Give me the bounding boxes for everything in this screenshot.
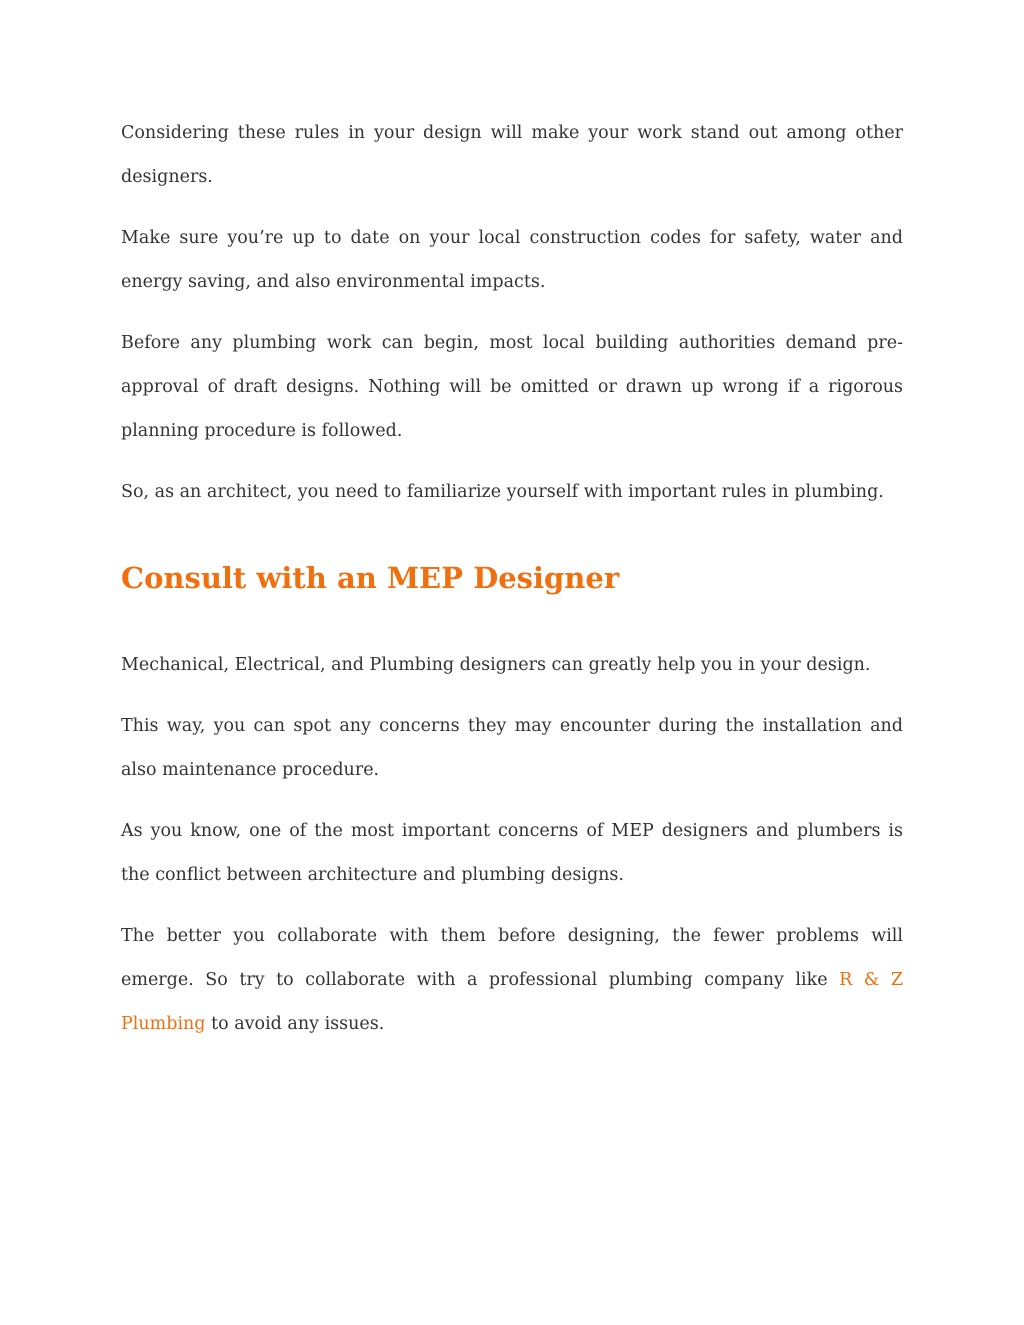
paragraph-design-rules: Considering these rules in your design will make your work stand out among other designers. (121, 123, 903, 187)
collaborate-text-after-link: to avoid any issues. (205, 1014, 385, 1034)
section-heading: Consult with an MEP Designer (121, 561, 620, 595)
paragraph-mep-help: Mechanical, Electrical, and Plumbing designers can greatly help you in your design. (121, 655, 871, 675)
document-page (121, 111, 903, 1063)
paragraph-familiarize: So, as an architect, you need to familiarize yourself with important rules in plumbing. (121, 482, 884, 502)
paragraph-conflict: As you know, one of the most important concerns of MEP designers and plumbers is the conflict between architecture and plumbing designs. (121, 821, 903, 885)
paragraph-spot-concerns: This way, you can spot any concerns they may encounter during the installation and also maintenance procedure. (121, 716, 903, 780)
rz-plumbing-link[interactable]: R & Z Plumbing (121, 970, 903, 1034)
collaborate-text-before-link: The better you collaborate with them before designing, the fewer problems will emerge. So try to collaborate with a professional plumbing company like (121, 926, 903, 990)
paragraph-construction-codes: Make sure you’re up to date on your local construction codes for safety, water and energy saving, and also environmental impacts. (121, 228, 903, 292)
paragraph-collaborate (121, 914, 903, 1046)
paragraph-pre-approval: Before any plumbing work can begin, most local building authorities demand pre-approval of draft designs. Nothing will be omitted or drawn up wrong if a rigorous planning procedure is followed. (121, 333, 903, 441)
